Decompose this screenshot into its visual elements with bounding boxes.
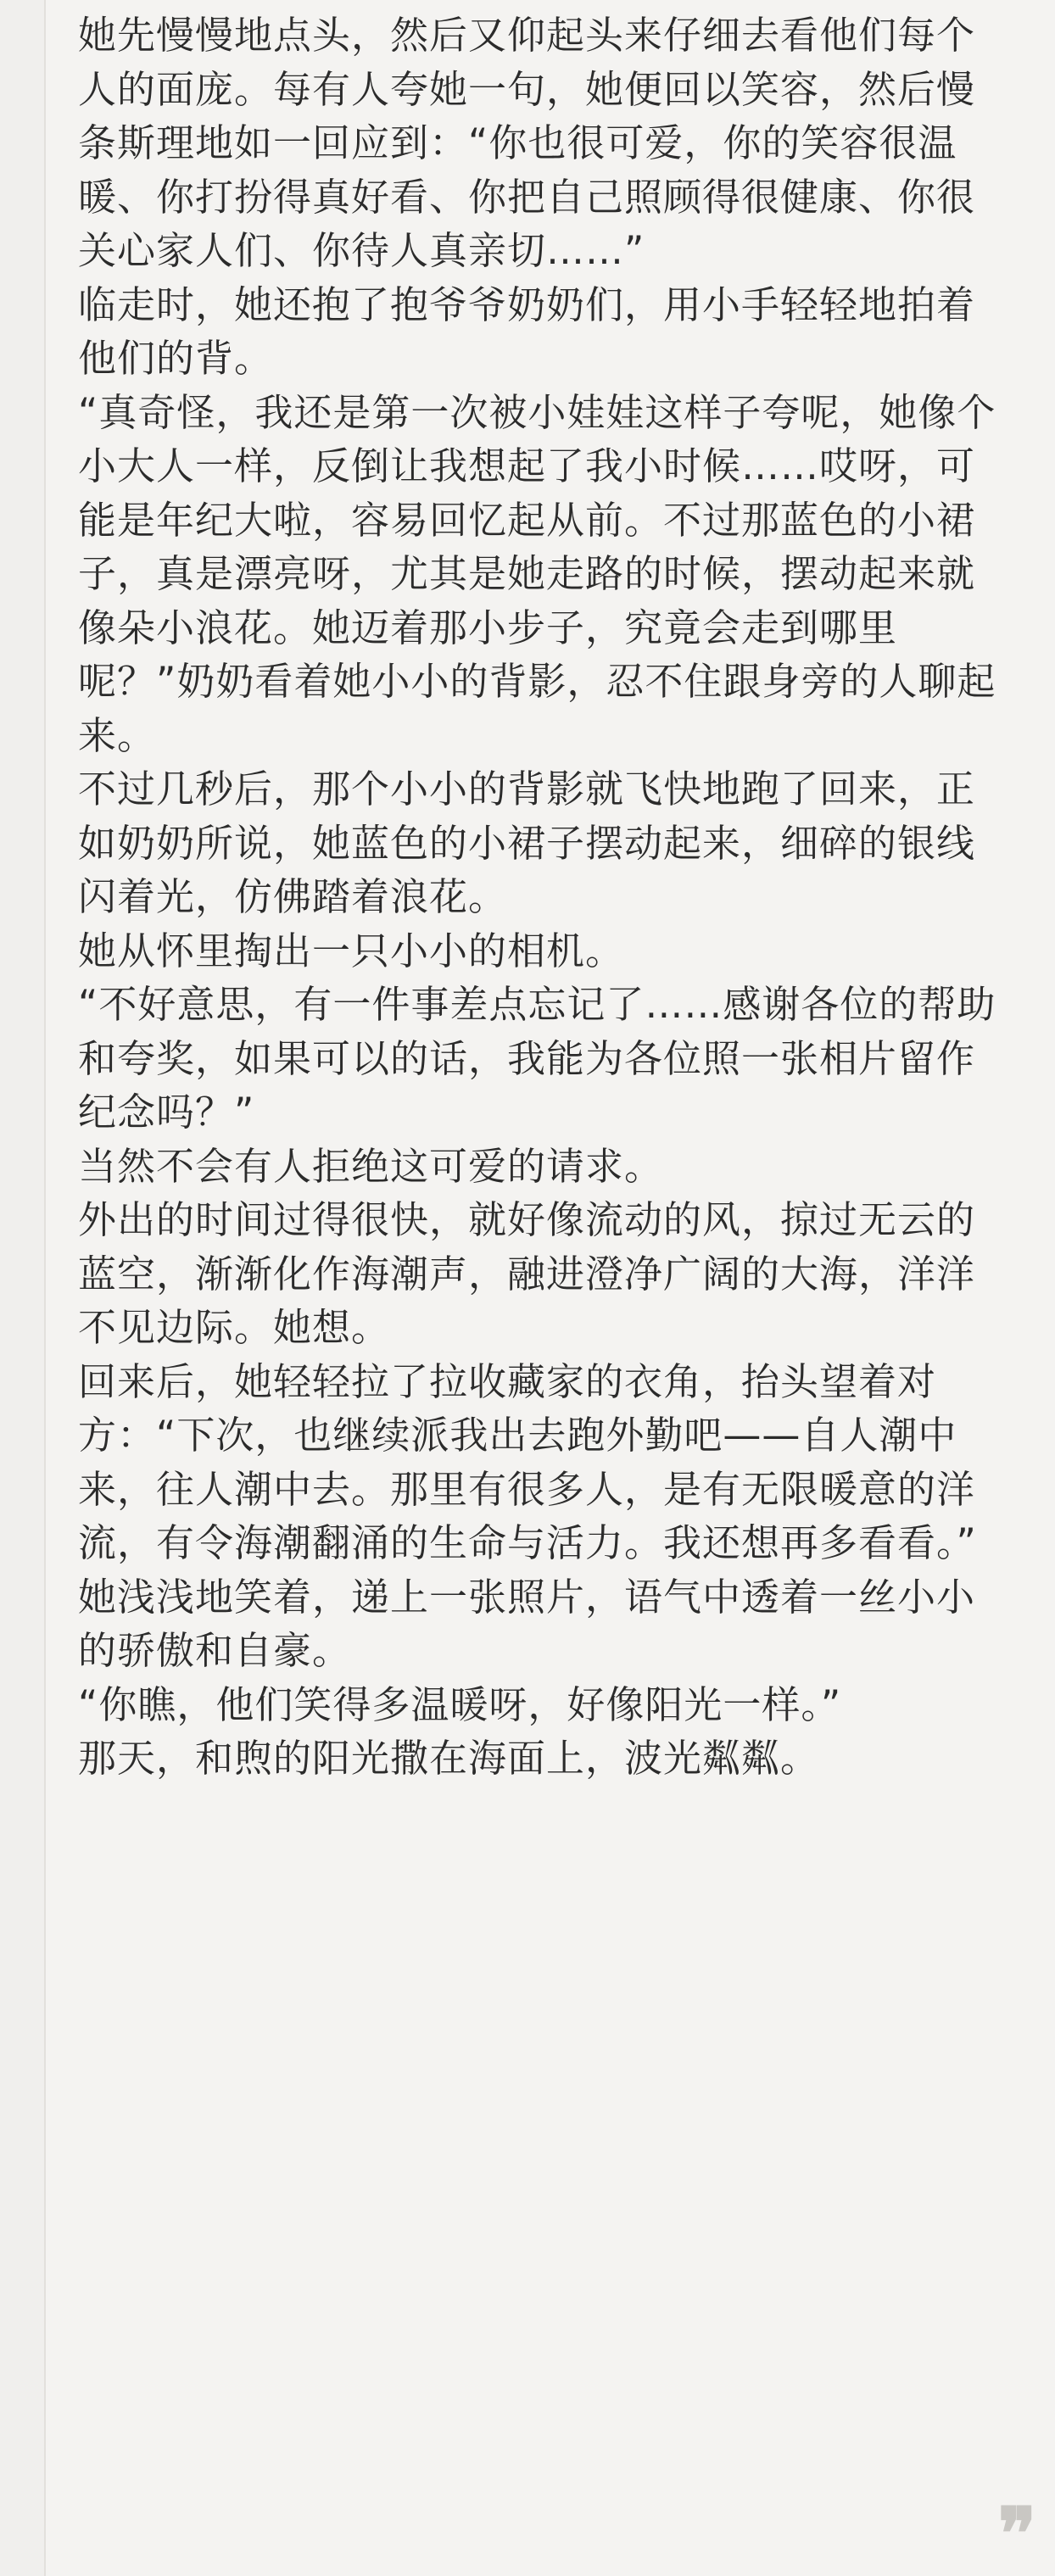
paragraph: 外出的时间过得很快，就好像流动的风，掠过无云的蓝空，渐渐化作海潮声，融进澄净广阔的大海，洋洋不见边际。她想。 [78, 1197, 976, 1350]
paragraph: 回来后，她轻轻拉了拉收藏家的衣角，抬头望着对方：“下次，也继续派我出去跑外勤吧——自人潮中来，往人潮中去。那里有很多人，是有无限暖意的洋流，有令海潮翻涌的生命与活力。我还想再多看看。” [78, 1358, 977, 1565]
paragraph: 她浅浅地笑着，递上一张照片，语气中透着一丝小小的骄傲和自豪。 [78, 1574, 976, 1673]
article-body [78, 8, 1011, 1786]
quote-mark-icon: ❞ [997, 2491, 1036, 2575]
paragraph: “你瞧，他们笑得多温暖呀，好像阳光一样。” [78, 1681, 842, 1727]
paragraph: 临走时，她还抱了抱爷爷奶奶们，用小手轻轻地拍着他们的背。 [78, 282, 976, 381]
paragraph: 当然不会有人拒绝这可爱的请求。 [78, 1143, 664, 1189]
paragraph: “真奇怪，我还是第一次被小娃娃这样子夸呢，她像个小大人一样，反倒让我想起了我小时候……哎呀，可能是年纪大啦，容易回忆起从前。不过那蓝色的小裙子，真是漂亮呀，尤其是她走路的时候，摆动起来就像朵小浪花。她迈着那小步子，究竟会走到哪里呢？”奶奶看着她小小的背影，忍不住跟身旁的人聊起来。 [78, 389, 996, 758]
paragraph: 她从怀里掏出一只小小的相机。 [78, 928, 625, 973]
paragraph: 她先慢慢地点头，然后又仰起头来仔细去看他们每个人的面庞。每有人夸她一句，她便回以笑容，然后慢条斯理地如一回应到：“你也很可爱，你的笑容很温暖、你打扮得真好看、你把自己照顾得很健康、你很关心家人们、你待人真亲切……” [78, 13, 976, 273]
paragraph: “不好意思，有一件事差点忘记了……感谢各位的帮助和夸奖，如果可以的话，我能为各位照一张相片留作纪念吗？” [78, 982, 996, 1135]
paragraph: 那天，和煦的阳光撒在海面上，波光粼粼。 [78, 1736, 820, 1781]
paragraph: 不过几秒后，那个小小的背影就飞快地跑了回来，正如奶奶所说，她蓝色的小裙子摆动起来，细碎的银线闪着光，仿佛踏着浪花。 [78, 767, 976, 919]
